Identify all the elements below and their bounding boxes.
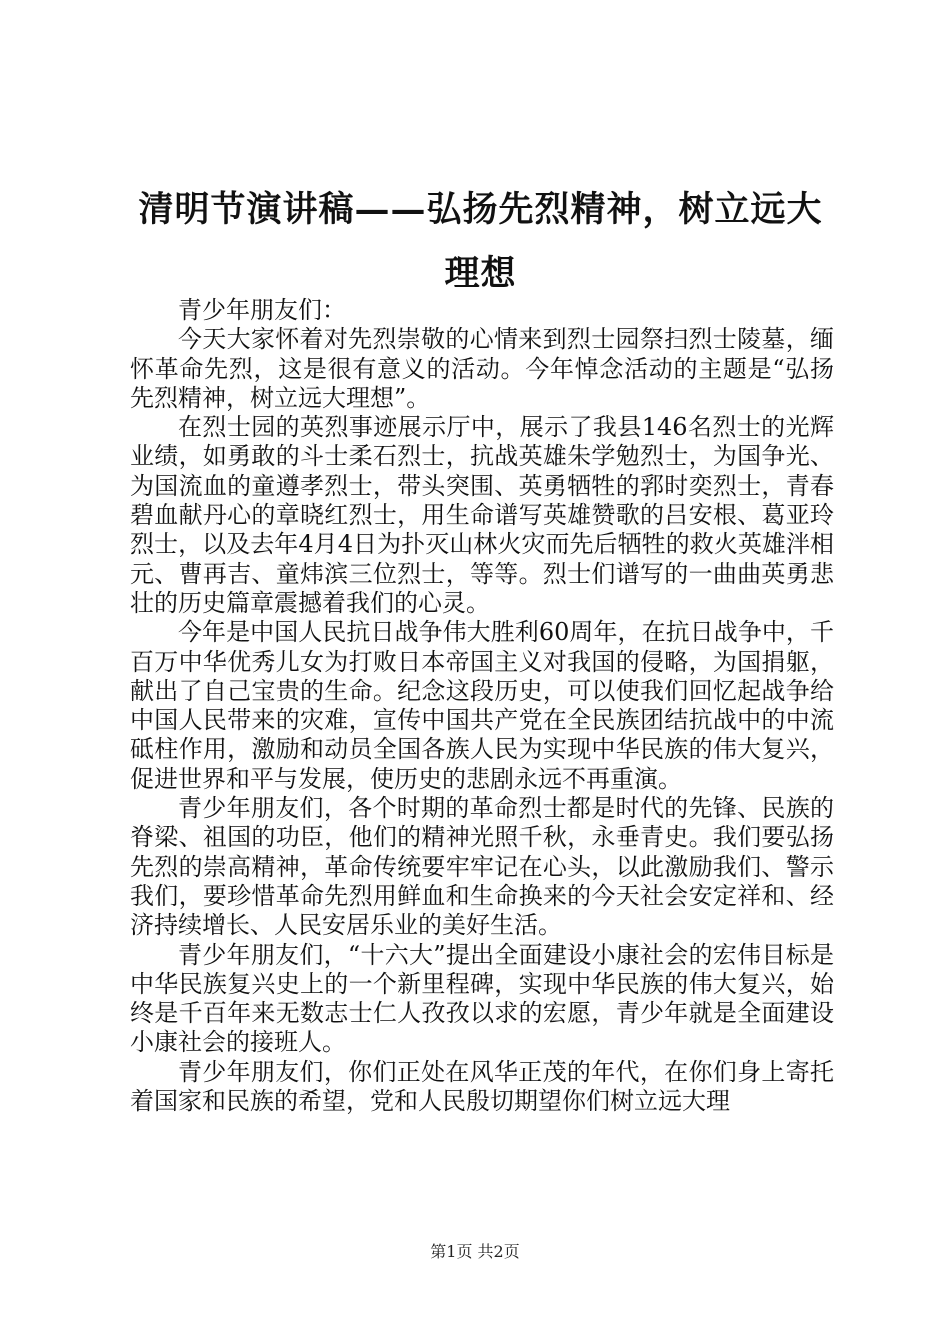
- paragraph-5: 青少年朋友们，“十六大”提出全面建设小康社会的宏伟目标是中华民族复兴史上的一个新里程碑，实现中华民族的伟大复兴，始终是千百年来无数志士仁人孜孜以求的宏愿，青少年就是全面建设小康社会的接班人。: [130, 940, 834, 1057]
- page-number-footer: 第1页 共2页: [430, 1242, 520, 1261]
- paragraph-6: 青少年朋友们，你们正处在风华正茂的年代，在你们身上寄托着国家和民族的希望，党和人民殷切期望你们树立远大理: [130, 1057, 834, 1116]
- paragraph-1: 今天大家怀着对先烈崇敬的心情来到烈士园祭扫烈士陵墓，缅怀革命先烈，这是很有意义的活动。今年悼念活动的主题是“弘扬先烈精神，树立远大理想”。: [130, 325, 834, 412]
- paragraph-3: 今年是中国人民抗日战争伟大胜利60周年，在抗日战争中，千百万中华优秀儿女为打败日本帝国主义对我国的侵略，为国捐躯，献出了自己宝贵的生命。纪念这段历史，可以使我们回忆起战争给中国人民带来的灾难，宣传中国共产党在全民族团结抗战中的中流砥柱作用，激励和动员全国各族人民为实现中华民族的伟大复兴，促进世界和平与发展，使历史的悲剧永远不再重演。: [130, 618, 834, 793]
- paragraph-2: 在烈士园的英烈事迹展示厅中，展示了我县146名烈士的光辉业绩，如勇敢的斗士柔石烈士，抗战英雄朱学勉烈士，为国争光、为国流血的童遵孝烈士，带头突围、英勇牺牲的郛时奕烈士，青春碧血献丹心的章晓红烈士，用生命谱写英雄赞歌的吕安根、葛亚玲烈士，以及去年4月4日为扑灭山林火灾而先后牺牲的救火英雄泮相元、曹再吉、童炜滨三位烈士，等等。烈士们谱写的一曲曲英勇悲壮的历史篇章震撼着我们的心灵。: [130, 413, 834, 617]
- document-body: [130, 296, 834, 1116]
- salutation: 青少年朋友们：: [178, 296, 346, 324]
- document-title: 清明节演讲稿——弘扬先烈精神，树立远大理想: [138, 189, 823, 294]
- paragraph-4: 青少年朋友们，各个时期的革命烈士都是时代的先锋、民族的脊梁、祖国的功臣，他们的精神光照千秋，永垂青史。我们要弘扬先烈的崇高精神，革命传统要牢牢记在心头，以此激励我们、警示我们，要珍惜革命先烈用鲜血和生命换来的今天社会安定祥和、经济持续增长、人民安居乐业的美好生活。: [130, 794, 834, 940]
